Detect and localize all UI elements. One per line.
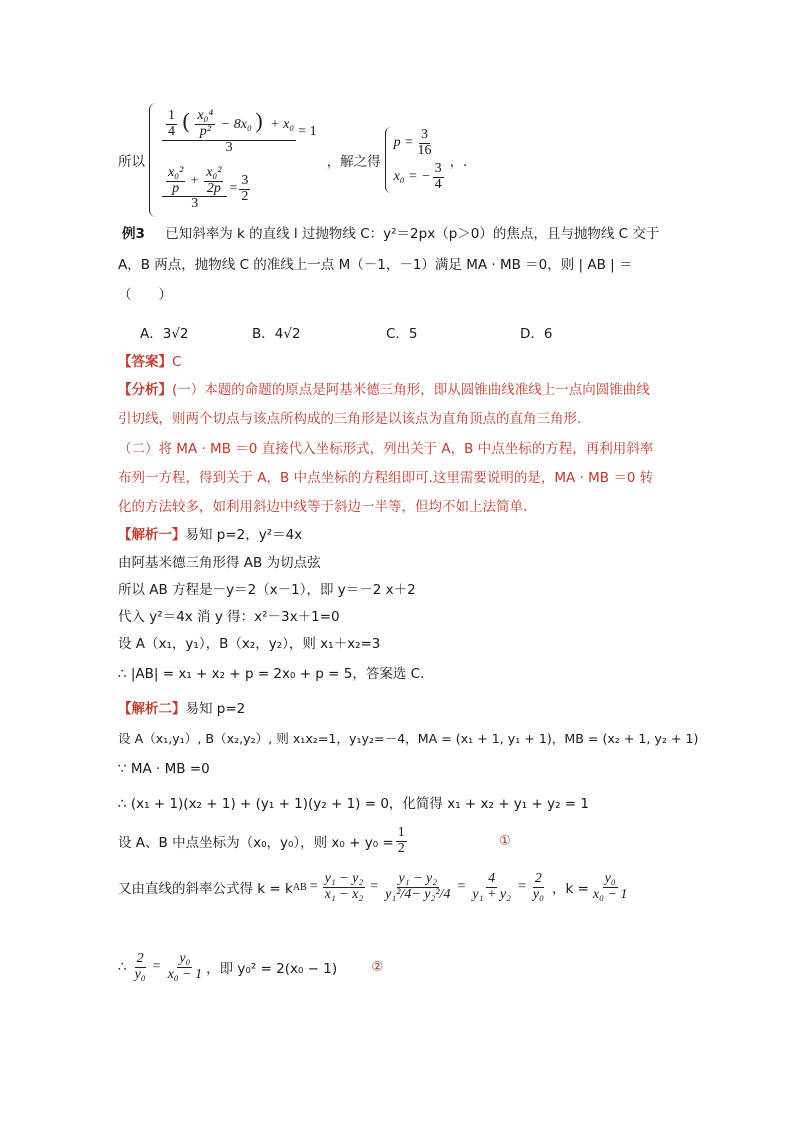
answer-value: C — [172, 354, 182, 370]
example-label: 例3 — [122, 226, 145, 242]
option-d: D．6 — [520, 326, 553, 342]
solution1-line-3: 所以 AB 方程是－y＝2（x－1），即 y＝－2 x＋2 — [118, 582, 416, 598]
system-equations-block — [118, 100, 467, 220]
analysis-label: 【分析】 — [118, 382, 172, 398]
system-row-1: $\frac{1}{4}$ ( $\frac{\text{x₀⁴}}{\text{p²}}$ − 8x₀ ) + x₀ 3 = 1 — [160, 103, 317, 161]
solution1-line-1: 【解析一】易知 p=2，y²＝4x — [118, 527, 303, 543]
example-line-2: A，B 两点，抛物线 C 的准线上一点 M（－1，－1）满足 MA · MB ＝0，则 | AB | ＝ — [118, 257, 633, 273]
system-tail: ，. — [449, 154, 468, 170]
answer-line — [118, 350, 181, 370]
solution2-line-5: 又由直线的斜率公式得 k = k AB = $\frac{\text{y₁ − y₂}}{\text{x₁ − x₂}}$ = $\frac{\text{y₁ − y₂}}{\text{y₁²/4− y₂²/4}}$ = $\frac{4}{\text{y₁ + y₂}}$ = $\frac{2}{\text{y₀}}$ ，k = $\frac{\text{y₀}}{\text{x₀ − 1}}$ — [118, 871, 628, 902]
solution2-line-6: ∴ $\frac{2}{\text{y₀}}$ = $\frac{\text{y₀}}{\text{x₀ − 1}}$ ，即 y₀² = 2(x₀ − 1) ② — [118, 951, 384, 982]
option-c: C．5 — [386, 326, 418, 342]
analysis-line-3: （二）将 MA · MB ＝0 直接代入坐标形式，列出关于 A，B 中点坐标的方程，再利用斜率 — [118, 441, 654, 457]
solution-row-p: p = $\frac{3}{16}$ — [393, 126, 432, 158]
left-brace-icon — [149, 103, 156, 217]
solution1-line-2: 由阿基米德三角形得 AB 为切点弦 — [118, 555, 321, 571]
solution2-label: 【解析二】 — [118, 701, 186, 717]
example-text-1: 已知斜率为 k 的直线 l 过抛物线 C：y²＝2px（p＞0）的焦点，且与抛物线 C 交于 — [165, 226, 660, 242]
solution2-line-3: ∴ (x₁ + 1)(x₂ + 1) + (y₁ + 1)(y₂ + 1) = 0，化简得 x₁ + x₂ + y₁ + y₂ = 1 — [118, 796, 589, 812]
option-a: A．3√2 — [140, 326, 189, 342]
example-line-3: （ ） — [118, 287, 172, 303]
solution1-line-4: 代入 y²＝4x 消 y 得：x²－3x＋1=0 — [118, 609, 340, 625]
option-b: B．4√2 — [252, 326, 301, 342]
example-line-1 — [122, 222, 659, 242]
row1-big-fraction: $\frac{1}{4}$ ( $\frac{\text{x₀⁴}}{\text{p²}}$ − 8x₀ ) + x₀ 3 — [162, 109, 296, 156]
solution-row-x0: x₀ = − $\frac{3}{4}$ — [393, 160, 442, 192]
system-row-2: $\frac{\text{x₀²}}{p}$ + $\frac{\text{x₀²}}{2p}$ 3 = $\frac{3}{2}$ — [160, 161, 317, 217]
solution2-line-1: 设 A（x₁,y₁）, B（x₂,y₂）, 则 x₁x₂=1，y₁y₂=－4，MA = (x₁ + 1, y₁ + 1)，MB = (x₂ + 1, y₂ + 1) — [118, 731, 699, 746]
analysis-line-5: 化的方法较多，如利用斜边中线等于斜边一半等，但均不如上法简单. — [118, 499, 528, 515]
solution2-line-4: 设 A、B 中点坐标为（x₀，y₀），则 x₀ + y₀ = $\frac{1}{2}$ ① — [118, 825, 511, 856]
circled-one-icon: ① — [498, 833, 511, 850]
analysis-line-2: 引切线，则两个切点与该点所构成的三角形是以该点为直角顶点的直角三角形. — [118, 411, 582, 427]
answer-label: 【答案】 — [118, 354, 172, 370]
solution2-line-head: 【解析二】易知 p=2 — [118, 701, 246, 717]
solution1-line-5: 设 A（x₁，y₁），B（x₂，y₂），则 x₁＋x₂=3 — [118, 636, 381, 652]
system-rows — [160, 103, 317, 217]
row2-big-fraction: $\frac{\text{x₀²}}{p}$ + $\frac{\text{x₀²}}{2p}$ 3 — [162, 166, 227, 212]
circled-two-icon: ② — [371, 959, 384, 976]
system-lead: 所以 — [118, 154, 145, 170]
solution-rows — [394, 126, 446, 194]
solution1-line-6: ∴ |AB| = x₁ + x₂ + p = 2x₀ + p = 5，答案选 C. — [118, 666, 425, 682]
solution1-label: 【解析一】 — [118, 527, 186, 543]
analysis-line-4: 布列一方程，得到关于 A，B 中点坐标的方程组即可.这里需要说明的是，MA · MB ＝0 转 — [118, 470, 654, 486]
solution2-line-2: ∵ MA · MB =0 — [118, 761, 210, 777]
solve-text: ，解之得 — [326, 154, 381, 170]
left-brace-2-icon — [385, 127, 391, 193]
analysis-line-1: 【分析】(一）本题的命题的原点是阿基米德三角形，即从圆锥曲线准线上一点向圆锥曲线 — [118, 382, 650, 398]
